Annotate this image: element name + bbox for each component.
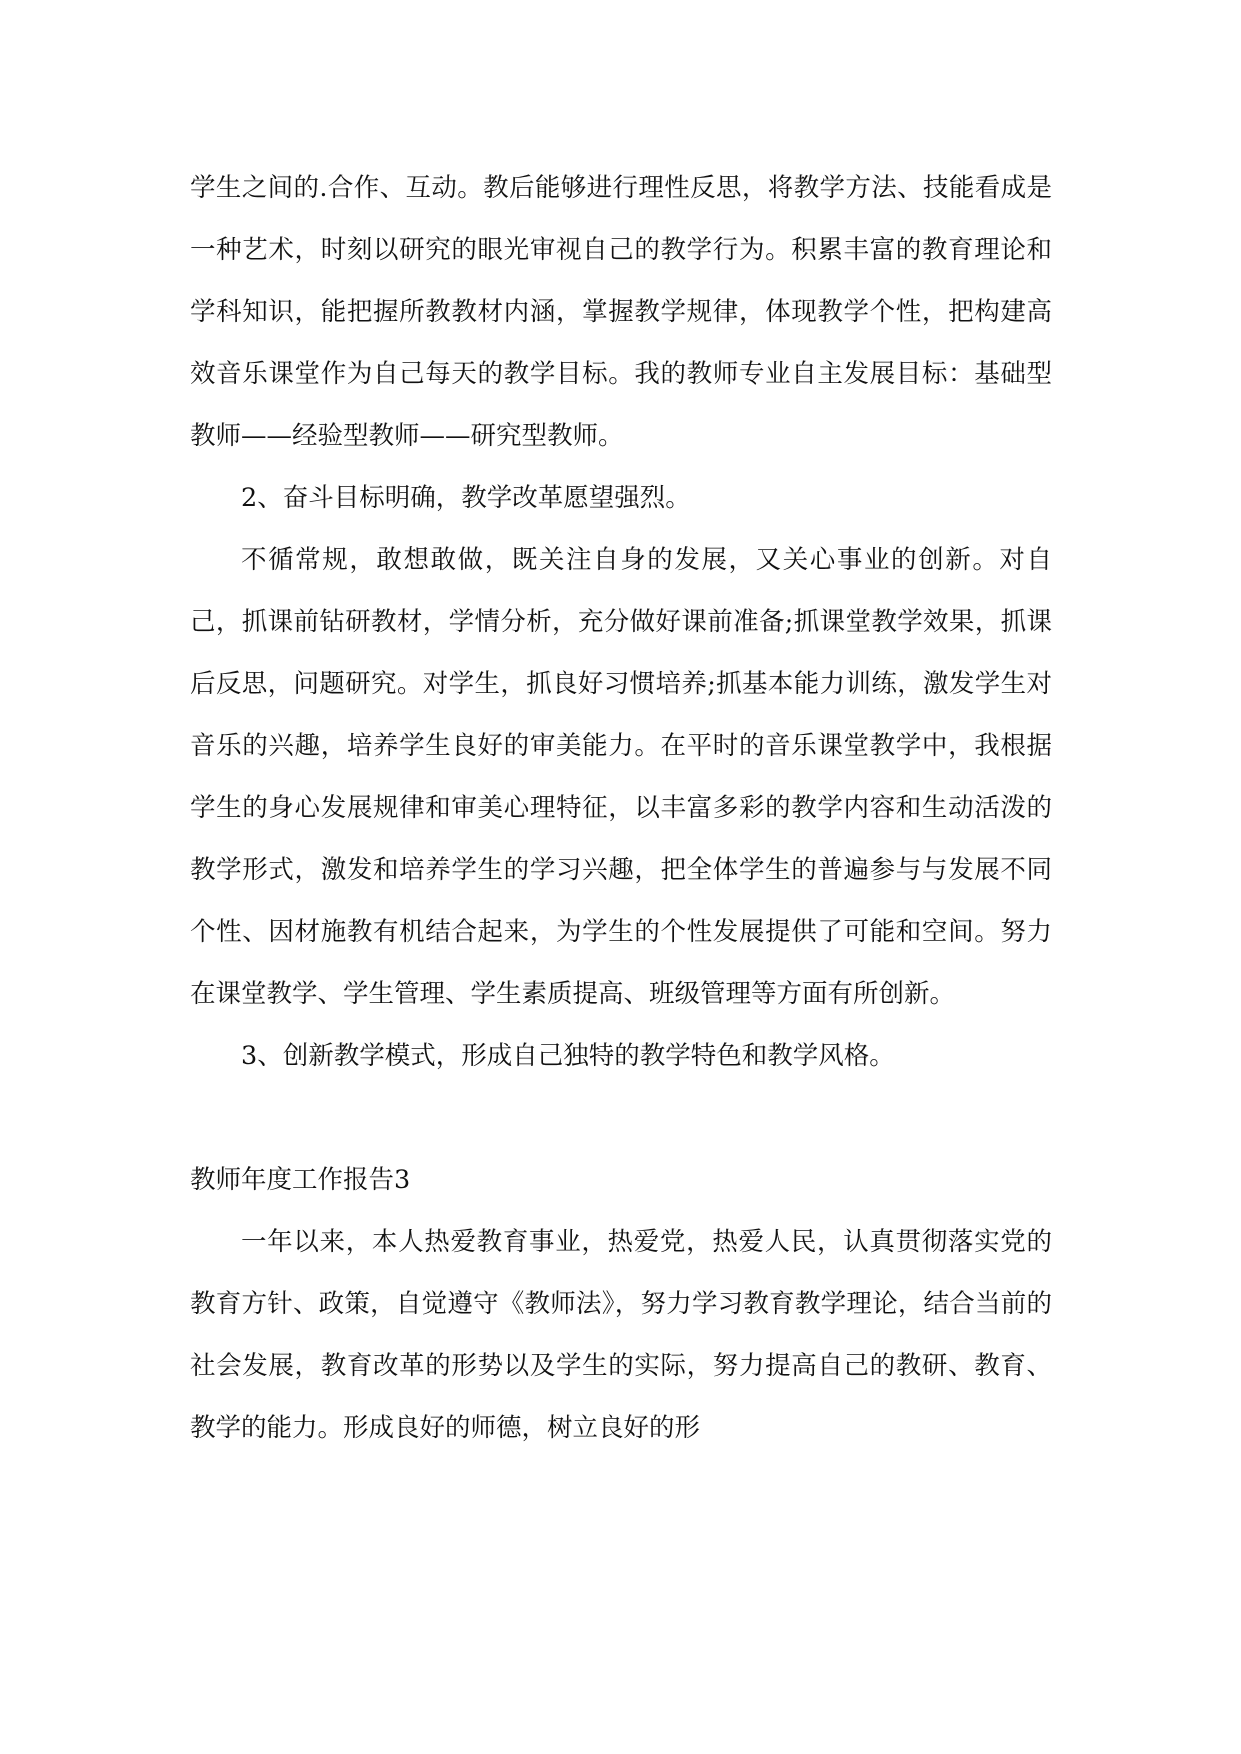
- paragraph-continuation: 学生之间的.合作、互动。教后能够进行理性反思，将教学方法、技能看成是一种艺术，时刻以研究的眼光审视自己的教学行为。积累丰富的教育理论和学科知识，能把握所教教材内涵，掌握教学规律，体现教学个性，把构建高效音乐课堂作为自己每天的教学目标。我的教师专业自主发展目标：基础型教师——经验型教师——研究型教师。: [190, 173, 1052, 451]
- paragraph-point-3: 3、创新教学模式，形成自己独特的教学特色和教学风格。: [241, 1041, 895, 1071]
- section-paragraph: 一年以来，本人热爱教育事业，热爱党，热爱人民，认真贯彻落实党的教育方针、政策，自觉遵守《教师法》，努力学习教育教学理论，结合当前的社会发展，教育改革的形势以及学生的实际，努力提高自己的教研、教育、教学的能力。形成良好的师德，树立良好的形: [190, 1227, 1052, 1443]
- paragraph-point-2-body: 不循常规，敢想敢做，既关注自身的发展，又关心事业的创新。对自己，抓课前钻研教材，学情分析，充分做好课前准备;抓课堂教学效果，抓课后反思，问题研究。对学生，抓良好习惯培养;抓基本能力训练，激发学生对音乐的兴趣，培养学生良好的审美能力。在平时的音乐课堂教学中，我根据学生的身心发展规律和审美心理特征，以丰富多彩的教学内容和生动活泼的教学形式，激发和培养学生的学习兴趣，把全体学生的普遍参与与发展不同个性、因材施教有机结合起来，为学生的个性发展提供了可能和空间。努力在课堂教学、学生管理、学生素质提高、班级管理等方面有所创新。: [190, 545, 1052, 1009]
- document-page: [190, 157, 1052, 1459]
- paragraph-point-2: 2、奋斗目标明确，教学改革愿望强烈。: [241, 483, 691, 513]
- section-title: 教师年度工作报告3: [190, 1165, 411, 1195]
